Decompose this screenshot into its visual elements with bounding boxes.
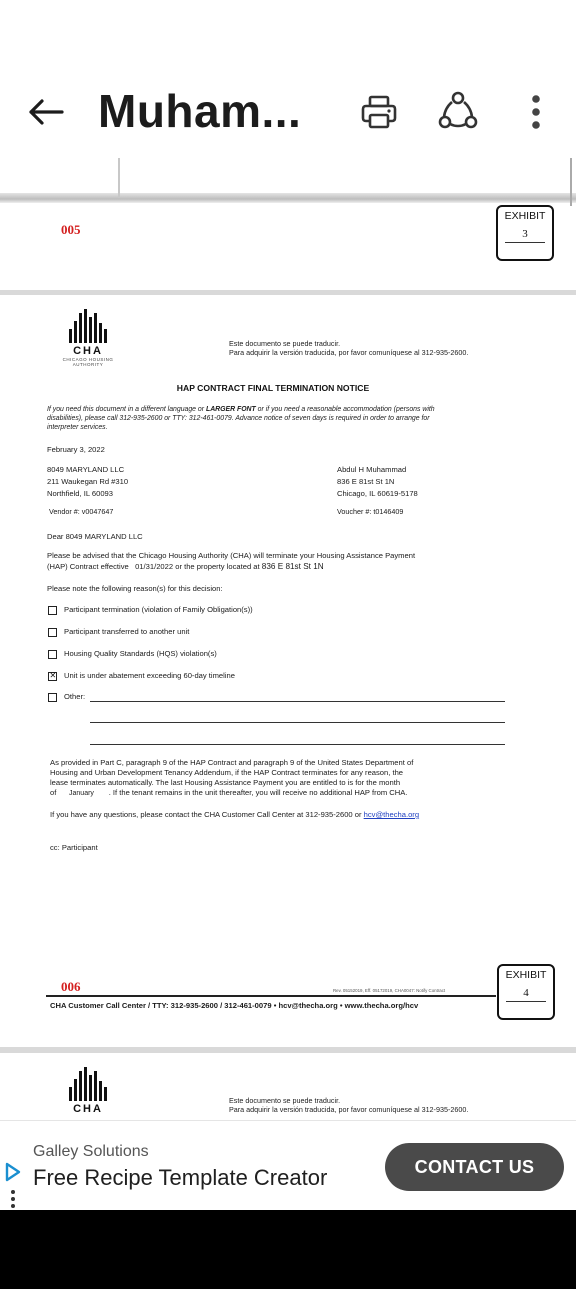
app-bar [0,60,576,158]
share-icon [438,91,478,131]
provided-line4: of January . If the tenant remains in the unit thereafter, you will receive no additional HAP from CHA. [50,788,408,797]
reason-checkbox [48,606,57,615]
accessibility-notice-line1: If you need this document in a different language or LARGER FONT or if you need a reasonable accommodation (persons with [47,406,435,413]
system-navigation-bar [0,1210,576,1289]
tenant-address-line2: Chicago, IL 60619-5178 [337,489,418,498]
cha-logo [52,309,124,367]
scan-artifact [570,158,572,206]
advise-line1: Please be advised that the Chicago Housing Authority (CHA) will terminate your Housing Assistance Payment [47,551,416,560]
ad-advertiser[interactable]: Galley Solutions [33,1143,149,1160]
document-page-3 [0,1053,576,1120]
document-page-1 [0,158,576,290]
salutation: Dear 8049 MARYLAND LLC [47,532,143,541]
cha-logo-subtext: CHICAGO HOUSING AUTHORITY [62,357,114,367]
bates-page-number: 005 [61,222,81,237]
ad-headline[interactable]: Free Recipe Template Creator [33,1165,328,1190]
document-page-2 [0,295,576,1047]
scan-artifact [118,158,120,198]
document-viewer[interactable] [0,158,576,1120]
status-bar-area [0,0,576,60]
more-vert-icon[interactable] [8,1189,18,1209]
reason-checkbox [48,693,57,702]
other-reason-line [90,744,505,745]
reason-checkbox [48,650,57,659]
accessibility-notice-line2: disabilities), please call 312-935-2600 or TTY: 312-461-0079. Advance notice of seven days is required in order to arrange for [47,415,430,422]
exhibit-number: 4 [506,987,546,1002]
cha-logo-text: CHA [73,345,103,357]
accessibility-notice-line3: interpreter services. [47,424,108,431]
more-options-button[interactable] [518,90,554,134]
notice-date: February 3, 2022 [47,445,105,454]
back-button[interactable] [22,90,70,134]
reason-checkbox-checked [48,672,57,681]
cc-line: cc: Participant [50,843,98,852]
revision-text: Rev. 05152019, Eff. 05172019, CHA0047: Notify Contract [333,988,446,993]
translation-note-line1: Este documento se puede traducir. [229,1096,341,1105]
cha-logo-mark [52,309,124,343]
reason-checkbox [48,628,57,637]
other-reason-line [90,722,505,723]
cha-logo-text: CHA [73,1103,103,1115]
footer-divider [46,995,496,997]
ad-contact-button[interactable]: CONTACT US [385,1143,564,1191]
document-title: Muham... [98,85,302,137]
reason-label: Unit is under abatement exceeding 60-day timeline [64,671,235,680]
cha-logo-mark [52,1067,124,1101]
email-link[interactable]: hcv@thecha.org [363,810,420,819]
printer-icon [361,95,397,129]
reason-label: Participant termination (violation of Family Obligation(s)) [64,605,253,614]
reason-label: Participant transferred to another unit [64,627,190,636]
footer-text: CHA Customer Call Center / TTY: 312-935-2600 / 312-461-0079 • hcv@thecha.org • www.thecha.org/hcv [50,1001,419,1010]
vendor-id: Vendor #: v0047647 [49,507,114,516]
tenant-name: Abdul H Muhammad [337,465,407,474]
translation-note-line1: Este documento se puede traducir. [229,339,341,348]
owner-address-line2: Northfield, IL 60093 [47,489,113,498]
contact-line: If you have any questions, please contact the CHA Customer Call Center at 312-935-2600 or hcv@thecha.org [50,810,420,819]
translation-note-line2: Para adquirir la versión traducida, por favor comuníquese al 312-935-2600. [229,1105,469,1114]
other-reason-line [90,701,505,702]
provided-line3: lease terminates automatically. The last Housing Assistance Payment you are entitled to is for the month [50,778,401,787]
cha-logo [52,1067,124,1115]
reason-label: Other: [64,692,86,701]
exhibit-sticker [497,964,555,1020]
exhibit-label: EXHIBIT [504,210,546,222]
reason-label: Housing Quality Standards (HQS) violation(s) [64,649,217,658]
advise-line2: (HAP) Contract effective 01/31/2022 or the property located at 836 E 81st St 1N [47,562,324,571]
exhibit-sticker [496,205,554,261]
owner-address-line1: 211 Waukegan Rd #310 [47,477,129,486]
owner-name: 8049 MARYLAND LLC [47,465,125,474]
voucher-id: Voucher #: t0146409 [337,507,404,516]
more-vert-icon [530,94,542,130]
translation-note-line2: Para adquirir la versión traducida, por favor comuníquese al 312-935-2600. [229,348,469,357]
tenant-address-line1: 836 E 81st St 1N [337,477,395,486]
bates-page-number: 006 [61,979,81,994]
notice-title: HAP CONTRACT FINAL TERMINATION NOTICE [176,383,370,393]
ad-choices-icon[interactable] [4,1161,22,1183]
ad-banner[interactable] [0,1120,576,1210]
exhibit-number: 3 [505,228,545,243]
provided-line1: As provided in Part C, paragraph 9 of the HAP Contract and paragraph 9 of the United States Department of [50,758,414,767]
reasons-intro: Please note the following reason(s) for this decision: [47,584,223,593]
scan-artifact [0,193,576,203]
exhibit-label: EXHIBIT [505,969,547,981]
provided-line2: Housing and Urban Development Tenancy Addendum, if the HAP Contract terminates for any reason, the [50,768,404,777]
print-button[interactable] [356,90,402,134]
arrow-left-icon [28,98,64,126]
share-button[interactable] [435,88,481,134]
